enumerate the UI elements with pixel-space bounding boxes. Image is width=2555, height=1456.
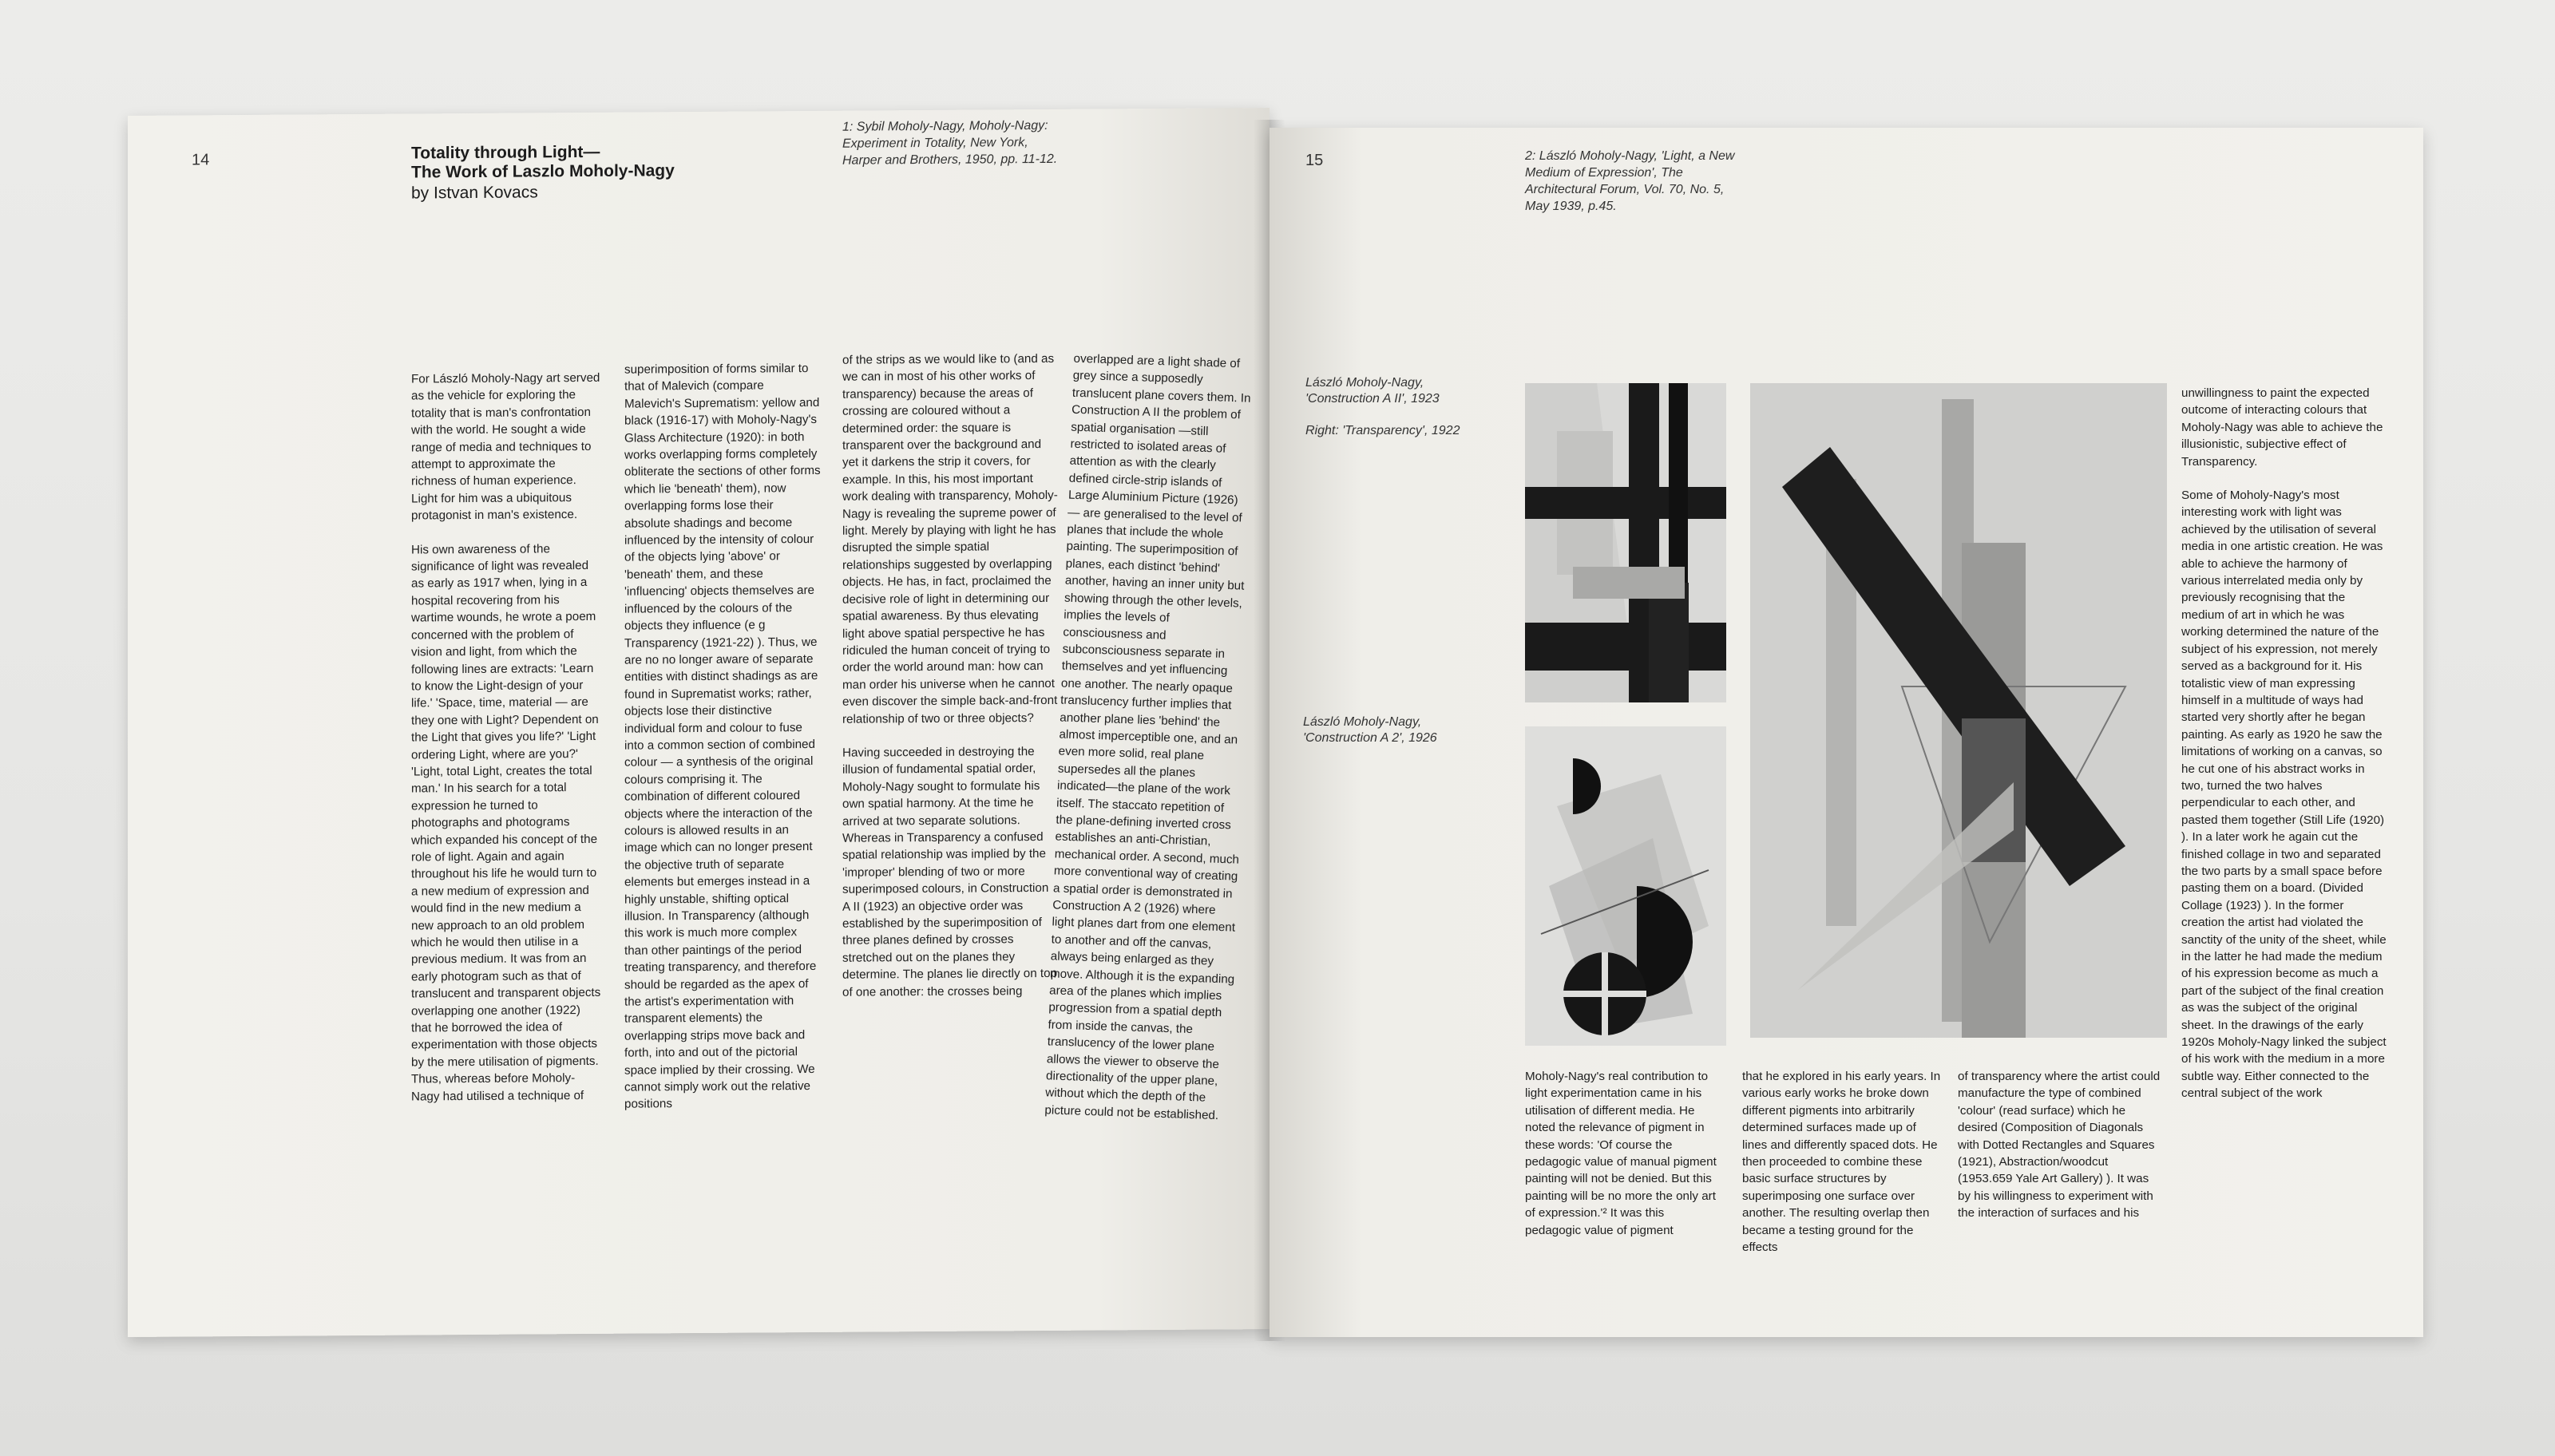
side-text-column xyxy=(2181,385,2389,1119)
text-column-2 xyxy=(624,360,822,1130)
page-number-left: 14 xyxy=(192,151,210,169)
footnote-2: 2: László Moholy-Nagy, 'Light, a New Medium of Expression', The Architectural Forum, Vol. 70, No. 5, May 1939, p.45. xyxy=(1525,149,1735,213)
paragraph: overlapped are a light shade of grey since a supposedly translucent plane covers them. In Construction A II the problem of spatial organisation —still restricted to isolated areas of attention as with the clearly defined circle-strip islands of Large Aluminium Picture (1926) — are generalised to the level of planes that include the whole painting. The superimposition of planes, each distinct 'behind' another, having an inner unity but showing through the other levels, implies the levels of consciousness and subconsciousness separate in themselves and yet influencing one another. The nearly opaque translucency further implies that another plane lies 'behind' the almost imperceptible one, and an even more solid, real plane supersedes all the planes indicated—the plane of the work itself. The staccato repetition of the plane-defining inverted cross establishes an anti-Christian, mechanical order. A second, much more conventional way of creating a spatial order is demonstrated in Construction A 2 (1926) where light planes dart from one element to another and off the canvas, always being enlarged as they move. Although it is the expanding area of the planes which implies progression from a spatial depth from inside the canvas, the translucency of the lower plane allows the viewer to observe the directionality of the upper plane, without which the depth of the picture could not be established. xyxy=(1044,351,1251,1122)
text-column-4 xyxy=(1044,350,1259,1141)
artwork-construction-a-ii xyxy=(1525,383,1726,702)
artwork-construction-a-2 xyxy=(1525,726,1726,1046)
caption-line: 'Construction A 2', 1926 xyxy=(1303,731,1437,745)
caption-construction-a-ii xyxy=(1305,375,1440,407)
page-number-right: 15 xyxy=(1305,152,1324,169)
text-column-3 xyxy=(842,350,1058,1018)
bottom-text-column-1 xyxy=(1525,1068,1717,1256)
paragraph: of the strips as we would like to (and as we can in most of his other works of transparency) because the areas of crossing are coloured without a determined order: the square is transparent over the background and yet it darkens the strip it covers, for example. In this, his most important work dealing with transparency, Moholy-Nagy is revealing the supreme power of light. Merely by playing with light he has disrupted the simple spatial relationships suggested by overlapping objects. He has, in fact, proclaimed the decisive role of light in determining our spatial awareness. By thus elevating light above spatial perspective he has ridiculed the human conceit of trying to order the world around man: how can man order his universe when he cannot even discover the simple back-and-front relationship of two or three objects? xyxy=(842,351,1058,726)
construction-a-ii-image xyxy=(1525,383,1726,702)
paragraph: His own awareness of the significance of light was revealed as early as 1917 when, lying in a hospital recovering from his wartime wounds, he wrote a poem concerned with the problem of vision and light, from which the following lines are extracts: 'Learn to know the Light-design of your life.' 'Space, time, material — are they one with Light? Dependent on the Light that gives you life?' 'Light ordering Light, where are you?' 'Light, total Light, creates the total man.' In his search for a total expression he turned to photographs and photograms which expanded his concept of the role of light. Again and again throughout his life he would turn to a new medium of expression and would find in the new medium a new approach to an old problem which he would then utilise in a previous medium. It was from an early photogram such as that of translucent and transparent objects overlapping one another (1922) that he borrowed the idea of experimentation with those objects by the mere utilisation of pigments. Thus, whereas before Moholy-Nagy had utilised a technique of xyxy=(411,541,601,1104)
transparency-image xyxy=(1750,383,2167,1038)
right-page xyxy=(1270,128,2423,1337)
article-byline: by Istvan Kovacs xyxy=(411,183,538,203)
article-title-line1: Totality through Light— xyxy=(411,142,600,163)
caption-line: 'Construction A II', 1923 xyxy=(1305,392,1440,406)
bottom-text-column-2 xyxy=(1742,1068,1942,1272)
paragraph: unwillingness to paint the expected outcome of interacting colours that Moholy-Nagy was able to achieve the illusionistic, subjective effect of Transparency. xyxy=(2181,386,2383,469)
text-column-1 xyxy=(411,370,603,1122)
paragraph: superimposition of forms similar to that of Malevich (compare Malevich's Suprematism: yellow and black (1916-17) with Moholy-Nagy's Glass Architecture (1920): in both works overlapping forms completely obliterate the sections of other forms which lie 'beneath' them), now overlapping forms lose their absolute shadings and become influenced by the intensity of colour of the objects lying 'above' or 'beneath' them, and these 'influencing' objects themselves are influenced by the colours of the objects they influence (e g Transparency (1921-22) ). Thus, we are no no longer aware of separate entities with distinct shadings as are found in Suprematist works; rather, objects lose their distinctive individual form and colour to fuse into a common section of combined colour — a synthesis of the original colours comprising it. The combination of different coloured objects where the interaction of the colours is allowed results in an image which can no longer present the objective truth of separate elements but emerges instead in a highly unstable, shifting optical illusion. In Transparency (although this work is much more complex than other paintings of the period treating transparency, and therefore should be regarded as the apex of the artist's experimentation with transparent elements) the overlapping strips move back and forth, into and out of the pictorial space implied by their crossing. We cannot simply work out the relative positions xyxy=(624,362,821,1112)
footnote-1: 1: Sybil Moholy-Nagy, Moholy-Nagy: Experiment in Totality, New York, Harper and Brothers, 1950, pp. 11-12. xyxy=(842,118,1058,168)
caption-line: László Moholy-Nagy, xyxy=(1303,715,1422,729)
caption-line: László Moholy-Nagy, xyxy=(1305,376,1424,390)
caption-transparency: Right: 'Transparency', 1922 xyxy=(1305,424,1460,437)
article-title-line2: The Work of Laszlo Moholy-Nagy xyxy=(411,161,675,182)
paragraph: of transparency where the artist could manufacture the type of combined 'colour' (read surface) which he desired (Composition of Diagonals with Dotted Rectangles and Squares (1921), Abstraction/woodcut (1953.659 Yale Art Gallery) ). It was by his willingness to experiment with the interaction of surfaces and his xyxy=(1958,1070,2161,1221)
left-page xyxy=(128,108,1270,1337)
paragraph: For László Moholy-Nagy art served as the vehicle for exploring the totality that is man's confrontation with the world. He sought a wide range of media and techniques to attempt to approximate the richness of human experience. Light for him was a ubiquitous protagonist in man's existence. xyxy=(411,370,600,523)
paragraph: Moholy-Nagy's real contribution to light experimentation came in his utilisation of different media. He noted the relevance of pigment in these words: 'Of course the pedagogic value of manual pigment painting will not be denied. But this painting will be no more the only art of expression.'² It was this pedagogic value of pigment xyxy=(1525,1070,1717,1237)
construction-a-2-image xyxy=(1525,726,1726,1046)
artwork-transparency xyxy=(1750,383,2167,1038)
paragraph: Having succeeded in destroying the illusion of fundamental spatial order, Moholy-Nagy sought to formulate his own spatial harmony. At the time he arrived at two separate solutions. Whereas in Transparency a confused spatial relationship was implied by the 'improper' blending of two or more superimposed colours, in Construction A II (1923) an objective order was established by the superimposition of three planes defined by crosses stretched out on the planes they determine. The planes lie directly on top of one another: the crosses being xyxy=(842,745,1058,999)
paragraph: Some of Moholy-Nagy's most interesting work with light was achieved by the utilisation of several media in one artistic creation. He was able to achieve the harmony of various interrelated media only by previously recognising that the medium of art in which he was working determined the nature of the subject of his expression, not merely served as a background for it. His totalistic view of man expressing himself in a multitude of ways had started very shortly after he began painting. As early as 1920 he saw the limitations of working on a canvas, so he cut one of his abstract works in two, turned the two halves perpendicular to each other, and pasted them together (Still Life (1920) ). In a later work he again cut the finished collage in two and separated the two parts by a small space before pasting them on a board. (Divided Collage (1923) ). In the former creation the artist had violated the sanctity of the unity of the sheet, while in the latter he had made the medium of his expression become as much a part of the subject of the final creation as was the subject of the original sheet. In the drawings of the early 1920s Moholy-Nagy linked the subject of his work with the medium in a more subtle way. Either connected to the central subject of the work xyxy=(2181,489,2387,1101)
paragraph: that he explored in his early years. In various early works he broke down different pigments into arbitrarily determined surfaces made up of lines and differently spaced dots. He then proceeded to combine these basic surface structures by superimposing one surface over another. The resulting overlap then became a testing ground for the effects xyxy=(1742,1070,1941,1255)
bottom-text-column-3 xyxy=(1958,1068,2161,1239)
caption-construction-a-2 xyxy=(1303,714,1437,746)
